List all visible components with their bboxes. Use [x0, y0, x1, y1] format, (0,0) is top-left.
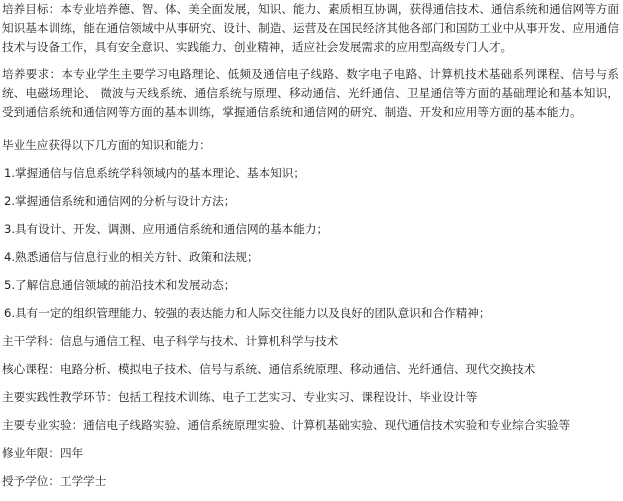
training-goal-paragraph: 培养目标：本专业培养德、智、体、美全面发展，知识、能力、素质相互协调，获得通信技术、通信系统和通信网等方面知识基本训练，能在通信领域中从事研究、设计、制造、运营及在国民经济其他各部门和国防工业中从事开发、应用通信技术与设备工作，具有安全意识、实践能力、创业精神，适应社会发展需求的应用型高级专门人才。 [2, 2, 619, 54]
ability-item-1: 1.掌握通信与信息系统学科领域内的基本理论、基本知识； [4, 166, 305, 180]
ability-item-6: 6.具有一定的组织管理能力、较强的表达能力和人际交往能力以及良好的团队意识和合作精神； [4, 306, 491, 320]
main-subjects: 主干学科：信息与通信工程、电子科学与技术、计算机科学与技术 [2, 334, 339, 348]
ability-item-2: 2.掌握通信系统和通信网的分析与设计方法； [4, 194, 236, 208]
professional-experiments: 主要专业实验：通信电子线路实验、通信系统原理实验、计算机基础实验、现代通信技术实验和专业综合实验等 [2, 418, 571, 432]
degree-awarded: 授予学位：工学学士 [2, 474, 107, 488]
ability-item-3: 3.具有设计、开发、调测、应用通信系统和通信网的基本能力； [4, 222, 329, 236]
core-courses: 核心课程：电路分析、模拟电子技术、信号与系统、通信系统原理、移动通信、光纤通信、现代交换技术 [2, 362, 536, 376]
practice-links: 主要实践性教学环节：包括工程技术训练、电子工艺实习、专业实习、课程设计、毕业设计等 [2, 390, 478, 404]
study-duration: 修业年限：四年 [2, 446, 84, 460]
ability-item-4: 4.熟悉通信与信息行业的相关方针、政策和法规； [4, 250, 259, 264]
ability-item-5: 5.了解信息通信领域的前沿技术和发展动态； [4, 278, 236, 292]
abilities-intro: 毕业生应获得以下几方面的知识和能力： [2, 138, 211, 152]
training-requirement-paragraph: 培养要求：本专业学生主要学习电路理论、低频及通信电子线路、数字电子电路、计算机技术基础系列课程、信号与系统、电磁场理论、 微波与天线系统、通信系统与原理、移动通信、光纤通信、卫星通信等方面的基础理论和基本知识，受到通信系统和通信网等方面的基本训练，掌握通信系统和通信网的研究、制造、开发和应用等方面的基本能力。 [2, 67, 619, 119]
